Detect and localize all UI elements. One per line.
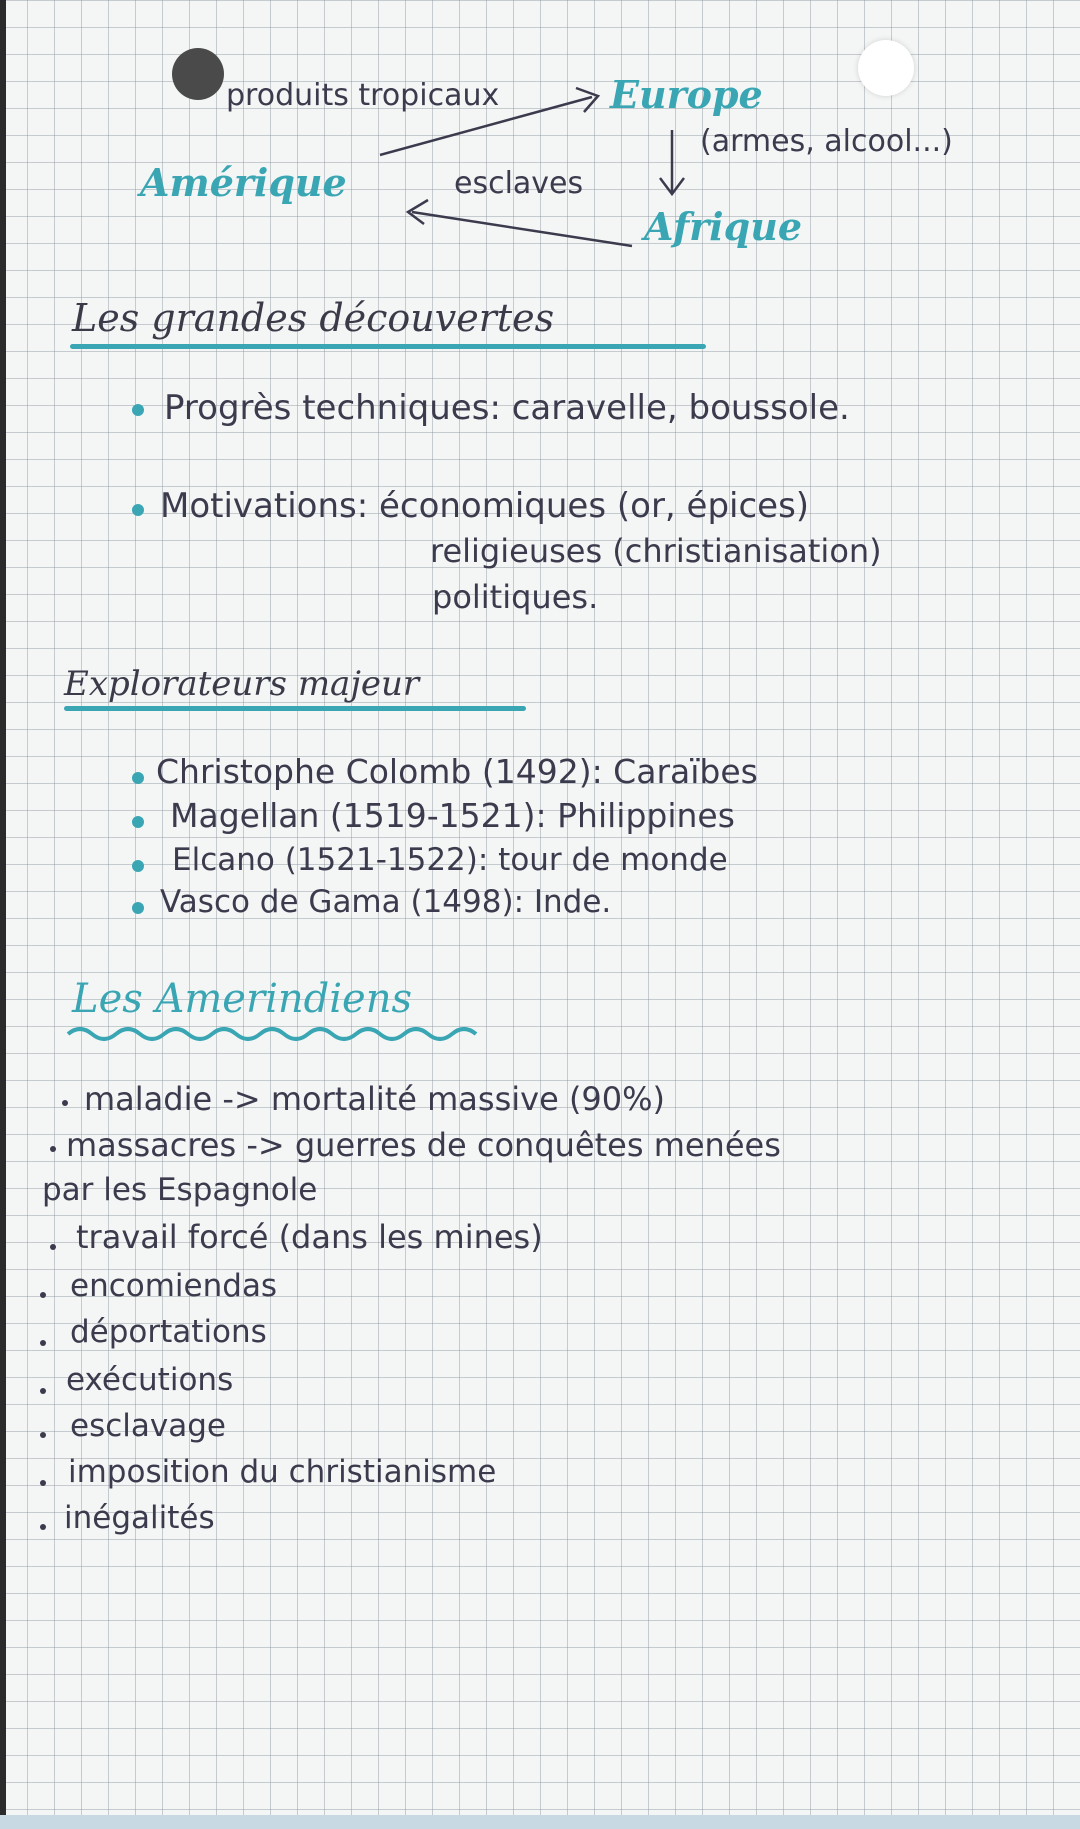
bullet-dot	[40, 1388, 46, 1394]
list-item: encomiendas	[70, 1268, 278, 1304]
bullet-dot	[50, 1146, 56, 1152]
bullet	[132, 902, 144, 914]
list-item: Motivations: économiques (or, épices)	[160, 486, 810, 526]
bullet	[132, 404, 144, 416]
page-edge	[0, 0, 6, 1829]
list-item: esclavage	[70, 1408, 226, 1444]
section-title-explorateurs: Explorateurs majeur	[64, 664, 420, 704]
bullet	[132, 816, 144, 828]
explorer-item: Vasco de Gama (1498): Inde.	[160, 884, 612, 920]
section-title-amerindiens: Les Amerindiens	[72, 976, 412, 1022]
products-label: produits tropicaux	[226, 78, 500, 113]
page-bottom-edge	[0, 1815, 1080, 1829]
explorer-item: Magellan (1519-1521): Philippines	[170, 796, 735, 835]
section-title-grandes-decouvertes: Les grandes découvertes	[72, 296, 555, 340]
list-item: Progrès techniques: caravelle, boussole.	[164, 388, 850, 428]
arms-label: (armes, alcool...)	[700, 124, 953, 159]
bullet-dot	[40, 1480, 46, 1486]
bullet-dot	[40, 1292, 46, 1298]
title-wavy-underline	[66, 1024, 486, 1044]
bullet	[132, 504, 144, 516]
title-underline	[70, 344, 706, 349]
title-underline	[64, 706, 526, 711]
list-item: maladie -> mortalité massive (90%)	[84, 1080, 666, 1118]
afrique-label: Afrique	[644, 204, 802, 249]
list-item: inégalités	[64, 1500, 215, 1536]
list-item-continuation: religieuses (christianisation)	[430, 532, 882, 570]
explorer-item: Elcano (1521-1522): tour de monde	[172, 842, 728, 878]
europe-label: Europe	[610, 72, 763, 117]
list-item: imposition du christianisme	[68, 1454, 497, 1490]
bullet-dot	[62, 1100, 68, 1106]
bullet	[132, 772, 144, 784]
list-item-continuation: par les Espagnole	[42, 1172, 318, 1208]
bullet-dot	[50, 1244, 56, 1250]
explorer-item: Christophe Colomb (1492): Caraïbes	[156, 752, 758, 791]
list-item: déportations	[70, 1314, 267, 1350]
bullet-dot	[40, 1432, 46, 1438]
bullet	[132, 860, 144, 872]
list-item: exécutions	[66, 1362, 234, 1398]
bullet-dot	[40, 1524, 46, 1530]
list-item-continuation: politiques.	[432, 578, 599, 616]
bullet-dot	[40, 1340, 46, 1346]
list-item: travail forcé (dans les mines)	[76, 1218, 543, 1256]
amerique-label: Amérique	[140, 160, 347, 205]
list-item: massacres -> guerres de conquêtes menées	[66, 1126, 781, 1164]
slaves-label: esclaves	[454, 166, 584, 201]
